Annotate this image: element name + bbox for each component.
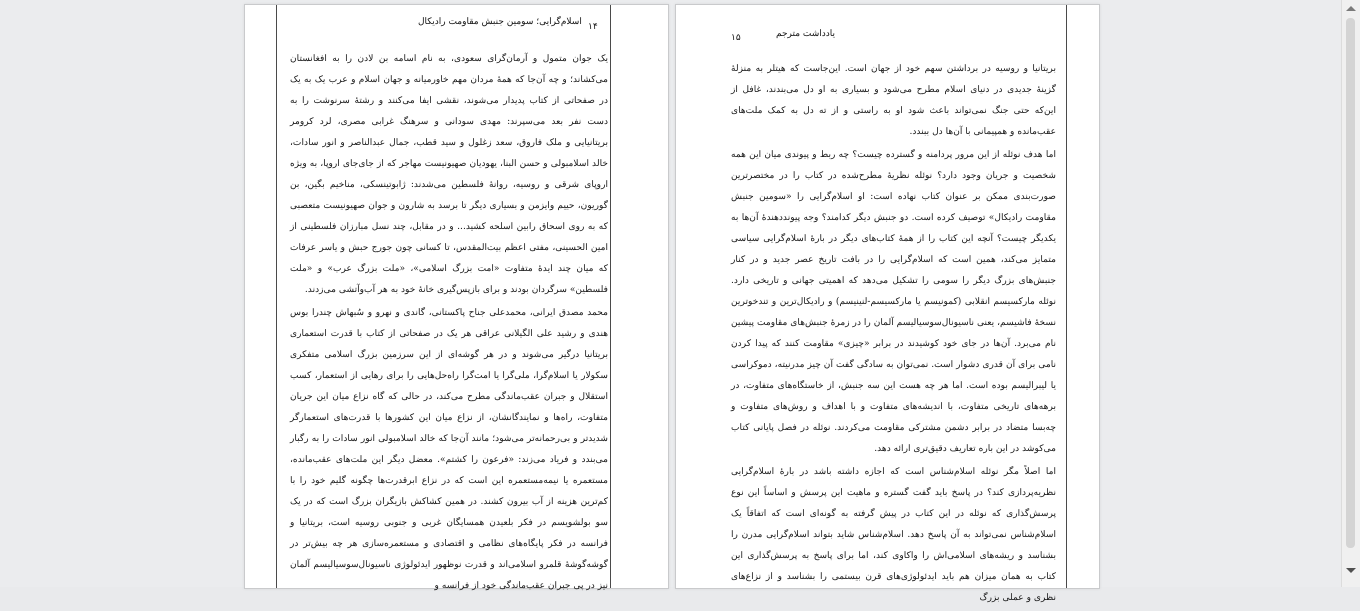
margin-rule — [610, 5, 611, 588]
scroll-down-arrow-icon[interactable] — [1346, 568, 1356, 573]
margin-rule — [1066, 5, 1067, 588]
paragraph: یک جوان متمول و آرمان‌گرای سعودی، به نام اسامه بن لادن را به افغانستان می‌کشاند؛ و چه آن‌جا که همهٔ مردان مهم خاورمیانه و جهان اسلام و عرب یک به یک در صفحاتی از کتاب پدیدار می‌شوند، نقشی ایفا می‌کنند و رشتهٔ سرنوشت را به دست نفر بعد می‌سپرند: مهدی سودانی و سرهنگ غرابی مصری، لرد کرومر بریتانیایی و ملک فاروق، سعد زغلول و سید قطب، جمال عبدالناصر و انور سادات، خالد اسلامبولی و حسن البنا، یهودیان صهیونیست مهاجر که از جای‌جای اروپا، به ویژه اروپای شرقی و روسیه، روانهٔ فلسطین می‌شدند: ژابوتینسکی، مناخیم بگین، بن گوریون، حییم وایزمن و بسیاری دیگر تا برسد به شارون و جوان صهیونیست متعصبی که به روی اسحاق رابین اسلحه کشید... و در مقابل، چند نسل مبارزان فلسطینی از امین الحسینی، مفتی اعظم بیت‌المقدس، تا کسانی چون جورج حبش و یاسر عرفات که میان چند ایدهٔ متفاوت «امت بزرگ اسلامی»، «ملت بزرگ عرب» و «ملت فلسطین» سرگردان بودند و برای بازپس‌گیری خانهٔ خود به هر آب‌وآتشی می‌زدند. — [290, 54, 608, 295]
running-head-title: اسلام‌گرایی؛ سومین جنبش مقاومت رادیکال — [418, 17, 582, 27]
page-number: ۱۵ — [731, 33, 741, 43]
paragraph: محمد مصدق ایرانی، محمدعلی جناح پاکستانی، گاندی و نهرو و سُبهاش چندرا بوس هندی و رشید علی الگیلانی عراقی هر یک در صفحاتی از کتاب با قدرت استعماری بریتانیا درگیر می‌شوند و در هر گوشه‌ای از این سرزمین بزرگ اسلامی متفکری سکولار یا اسلام‌گرا، ملی‌گرا یا امت‌گرا راه‌حل‌هایی را برای رهایی از استعمار، کسب استقلال و جبران عقب‌ماندگی مطرح می‌کند، در حالی که گاه نزاع میان این جریان متفاوت، راه‌ها و نمایندگانشان، از نزاع میان این کشورها با قدرت‌های استعمارگر شدیدتر و بی‌رحمانه‌تر می‌شود؛ مانند آن‌جا که خالد اسلامبولی انور سادات را به رگبار می‌بندد و فریاد می‌زند: «فرعون را کشتم». معضل دیگر این ملت‌های عقب‌مانده، مستعمره یا نیمه‌مستعمره این است که در نزاع ابرقدرت‌ها چگونه گلیم خود را با کم‌ترین هزینه از آب بیرون کشند. در همین کشاکش بازیگران بزرگ است که در یک سو بولشویسم در فکر بلعیدن همسایگان غربی و جنوبی روسیه است، بریتانیا و فرانسه در فکر پایگاه‌های نظامی و اقتصادی و مستعمره‌سازی هر چه بیش‌تر در گوشه‌گوشهٔ قلمرو اسلامی‌اند و قدرت نوظهور ایدئولوژی ناسیونال‌سوسیالیسم آلمان نیز در پی جبران عقب‌ماندگی خود از فرانسه و — [290, 308, 608, 591]
scroll-up-arrow-icon[interactable] — [1346, 6, 1356, 11]
running-head-title: یادداشت مترجم — [776, 29, 836, 39]
body-text — [290, 49, 608, 599]
body-text — [731, 59, 1056, 611]
page-14 — [244, 4, 669, 589]
paragraph: بریتانیا و روسیه در برداشتن سهم خود از جهان است. این‌جاست که هیتلر به منزلهٔ گزینهٔ جدیدی در دنیای اسلام مطرح می‌شود و بسیاری به او دل می‌بندند، غافل از این‌که حتی جنگ نمی‌تواند باعث شود او به راستی و از ته دل به کمک ملت‌های عقب‌مانده و همپیمانی با آن‌ها دل ببندد. — [731, 64, 1056, 137]
page-15 — [675, 4, 1100, 603]
vertical-scrollbar[interactable] — [1341, 0, 1360, 587]
paragraph: اما اصلاً مگر نوئله اسلام‌شناس است که اجازه داشته باشد در بارهٔ اسلام‌گرایی نظریه‌پردازی کند؟ در پاسخ باید گفت گستره و ماهیت این پرسش و اساساً این نوع پرسش‌گذاری که نوئله در این کتاب در پیش گرفته به گونه‌ای است که اتفاقاً یک اسلام‌شناس نمی‌تواند به آن پاسخ دهد. اسلام‌شناس شاید بتواند اسلام‌گرایی مدرن را بشناسد و ریشه‌های اسلامی‌اش را واکاوی کند، اما برای پاسخ به پرسش‌گذاری این کتاب به همان میزان هم باید ایدئولوژی‌های قرن بیستمی را بشناسد و از نزاع‌های نظری و عملی بزرگ — [731, 467, 1056, 603]
paragraph: اما هدف نوئله از این مرور پردامنه و گسترده چیست؟ چه ربط و پیوندی میان این همه شخصیت و جریان وجود دارد؟ نوئله نظریهٔ مطرح‌شده در کتاب را در مختصرترین صورت‌بندی ممکن بر عنوان کتاب نهاده است: او اسلام‌گرایی را «سومین جنبش مقاومت رادیکال» توصیف کرده است. دو جنبش دیگر کدامند؟ وجه پیونددهندهٔ آن‌ها به یکدیگر چیست؟ آنچه این کتاب را از همهٔ کتاب‌های دیگر در بارهٔ اسلام‌گرایی سیاسی متمایز می‌کند، همین است که اسلام‌گرایی را در بافت تاریخ عصر جدید و در کنار جنبش‌های بزرگ دیگر را سومی را تشکیل می‌دهد که اهمیتی جهانی و تاریخی دارد. نوئله مارکسیسم انقلابی (کمونیسم یا مارکسیسم-لنینیسم) و رادیکال‌ترین و تندخوترین نسخهٔ فاشیسم، یعنی ناسیونال‌سوسیالیسم آلمان را در زمرهٔ جنبش‌های مقاومت پیشین نام می‌برد. آن‌ها در جای خود کوشیدند در برابر «چیزی» مقاومت کنند که پیدا کردن نامی برای آن قدری دشوار است. نمی‌توان به سادگی گفت آن چیز مدرنیته، دموکراسی یا لیبرالیسم بوده است. اما هر چه هست این سه جنبش، از خاستگاه‌های متفاوت، در برهه‌های تاریخی متفاوت، با اندیشه‌های متفاوت و با اهداف و روش‌های متفاوت و چه‌بسا متضاد در برابر دشمن مشترکی مقاومت می‌کردند. نوئله در فصل پایانی کتاب می‌کوشد در این باره تعاریف دقیق‌تری ارائه دهد. — [731, 150, 1056, 454]
page-number: ۱۴ — [588, 22, 598, 32]
margin-rule — [276, 5, 277, 588]
scroll-thumb[interactable] — [1346, 18, 1355, 548]
